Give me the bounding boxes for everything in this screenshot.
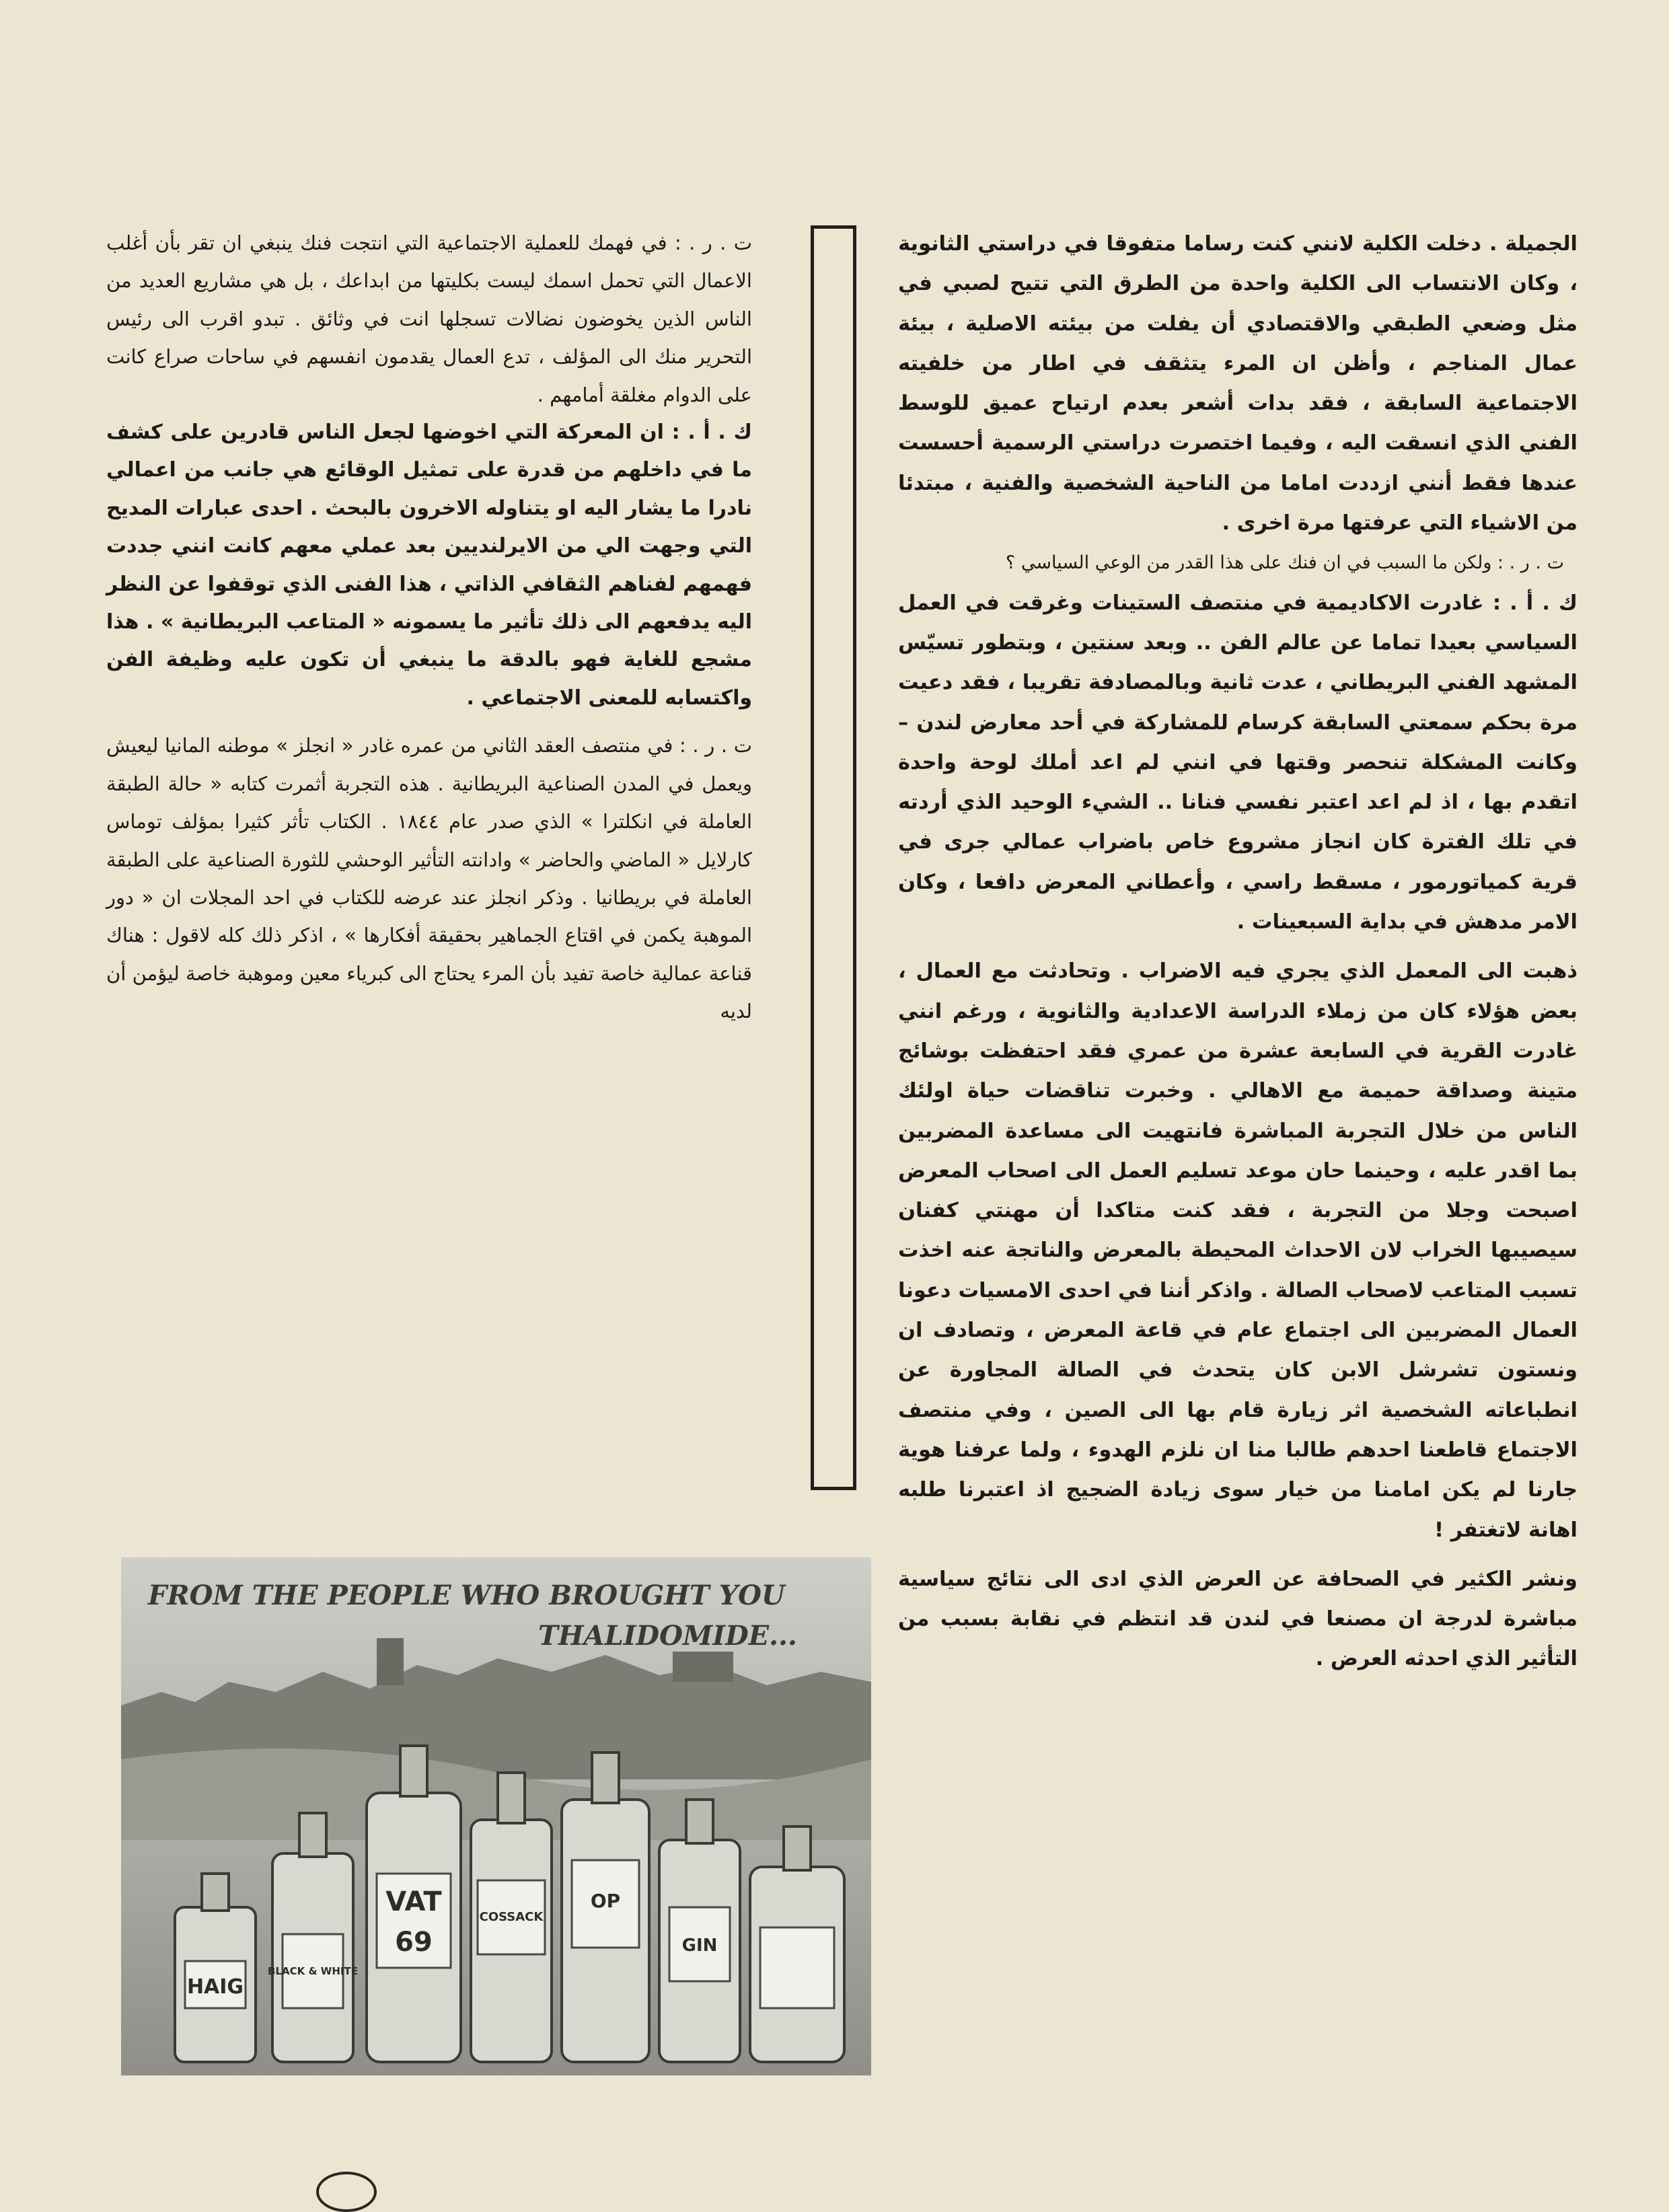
photo-bottles (121, 1557, 871, 2075)
vat-text: VAT (385, 1886, 442, 1917)
question-1: ت . ر . : في فهمك للعملية الاجتماعية التي انتجت فنك ينبغي ان تقر بأن أغلب الاعمال التي تحمل اسمك ليست بكليتها من ابداعك ، بل هي مشاريع العديد من الناس الذين يخوضون نضالات تسجلها انت في وثائق . تبدو اقرب الى رئيس التحرير منك الى المؤلف ، تدع العمال يقدمون انفسهم في ساحات صراع كانت على الدوام مغلقة أمامهم . (106, 231, 752, 406)
right-paragraph-3: ك . أ . : غادرت الاكاديمية في منتصف الستينات وغرقت في العمل السياسي بعيدا تماما عن عالم الفن .. وبعد سنتين ، وبتطور تسيّس المشهد الفني البريطاني ، عدت ثانية وبالمصادفة تقريبا ، فقد دعيت مرة بحكم سمعتي السابقة كرسام للمشاركة في أحد معارض لندن – وكانت المشكلة تنحصر وقتها في انني لم اعد أملك لوحة واحدة اتقدم بها ، اذ لم اعد اعتبر نفسي فنانا .. الشيء الوحيد الذي أردته في تلك الفترة كان انجاز مشروع خاص باضراب عمالي جرى في قرية كمياتورمور ، مسقط راسي ، وأعطاني المعرض دافعا ، وكان الامر مدهش في بداية السبعينات . (898, 591, 1578, 934)
question-2: ت . ر . : ولكن ما السبب في ان فنك على هذا القدر من الوعي السياسي ؟ (1005, 552, 1564, 574)
right-paragraph-1: الجميلة . دخلت الكلية لانني كنت رساما متفوقا في دراستي الثانوية ، وكان الانتساب الى الكلية واحدة من الطرق التي تتيح لصبي في مثل وضعي الطبقي والاقتصادي أن يفلت من بيئته الاصلية ، بيئة عمال المناجم ، وأظن ان المرء يتثقف في اطار من خلفيته الاجتماعية السابقة ، فقد بدات أشعر بعدم ارتياح عميق للوسط الفني الذي انسقت اليه ، وفيما اختصرت دراستي الرسمية أحسست عندها فقط أنني ازددت اماما من الناحية الشخصية والفنية ، مبتدئا من الاشياء التي عرفتها مرة اخرى . (898, 232, 1578, 536)
haig-text: HAIG (186, 1975, 244, 1999)
right-column (898, 224, 1578, 1679)
bottle-neck (299, 1813, 326, 1857)
bottle-neck (592, 1753, 619, 1803)
bw-text: BLACK & WHITE (268, 1965, 358, 1977)
left-column (106, 224, 752, 1031)
answer-1: ك . أ . : ان المعركة التي اخوضها لجعل الناس قادرين على كشف ما في داخلهم من قدرة على تمثيل الوقائع هي جانب من اعمالي نادرا ما يشار اليه او يتناوله الاخرون بالبحث . احدى عبارات المديح التي وجهت الي من الايرلنديين بعد عملي معهم كانت انني جددت فهمهم لفناهم الثقافي الذاتي ، هذا الفنى الذي توقفوا عن النظر اليه يدفعهم الى ذلك تأثير ما يسمونه « المتاعب البريطانية » . هذا مشجع للغاية فهو بالدقة ما ينبغي أن تكون عليه وظيفة الفن واكتسابه للمعنى الاجتماعي . (106, 420, 752, 710)
photo-caption-line2: THALIDOMIDE... (538, 1620, 797, 1652)
photo-caption-line1: FROM THE PEOPLE WHO BROUGHT YOU (148, 1580, 785, 1611)
cossack-text: COSSACK (479, 1910, 544, 1924)
square-label (760, 1927, 834, 2008)
building (673, 1652, 733, 1682)
gin-text: GIN (681, 1936, 718, 1956)
bottle-neck (498, 1773, 525, 1823)
op-text: OP (590, 1890, 621, 1912)
bottle-neck (686, 1800, 713, 1843)
bottle-neck (784, 1827, 811, 1870)
right-paragraph-4: ذهبت الى المعمل الذي يجري فيه الاضراب . وتحادثت مع العمال ، بعض هؤلاء كان من زملاء الدراسة الاعدادية والثانوية ، ورغم انني غادرت القرية في السابعة عشرة من عمري فقد احتفظت بوشائج متينة وصداقة حميمة مع الاهالي . وخبرت تناقضات حياة اولئك الناس من خلال التجربة المباشرة فانتهيت الى مساعدة المضربين بما اقدر عليه ، وحينما حان موعد تسليم العمل الى اصحاب المعرض اصبحت وجلا من التجربة ، فقد كنت متاكدا أن مهنتي كفنان سيصيبها الخراب لان الاحداث المحيطة بالمعرض والناتجة عنه اخذت تسبب المتاعب لاصحاب الصالة . واذكر أننا في احدى الامسيات دعونا العمال المضربين الى اجتماع عام في قاعة المعرض ، وتصادف ان ونستون تشرشل الابن كان يتحدث في الصالة المجاورة عن انطباعاته الشخصية اثر زيارة قام بها الى الصين ، وفي منتصف الاجتماع قاطعنا احدهم طالبا منا ان نلزم الهدوء ، ولما عرفنا هوية جارنا لم يكن امامنا من خيار سوى زيادة الضجيج اذ اعتبرنا طلبه اهانة لاتغتفر ! (898, 959, 1578, 1542)
bottles-illustration (121, 1557, 871, 2075)
question-3: ت . ر . : في منتصف العقد الثاني من عمره غادر « انجلز » موطنه المانيا ليعيش ويعمل في المدن الصناعية البريطانية . هذه التجربة أثمرت كتابه « حالة الطبقة العاملة في انكلترا » الذي صدر عام ١٨٤٤ . الكتاب تأثر كثيرا بمؤلف توماس كارلايل « الماضي والحاضر » وادانته التأثير الوحشي للثورة الصناعية على الطبقة العاملة في بريطانيا . وذكر انجلز عند عرضه للكتاب في احد المجلات ان « دور الموهبة يكمن في اقتاع الجماهير بحقيقة أفكارها » ، اذكر ذلك كله لاقول : هناك قناعة عمالية خاصة تفيد بأن المرء يحتاج الى كبرياء معين وموهبة خاصة ليؤمن أن لديه (106, 734, 752, 1023)
right-paragraph-5: ونشر الكثير في الصحافة عن العرض الذي ادى الى نتائج سياسية مباشرة لدرجة ان مصنعا في لندن قد انتظم في نقابة بسبب من التأثير الذي احدثه العرض . (898, 1567, 1578, 1671)
page-corner-mark (316, 2172, 377, 2212)
bottle-neck (202, 1874, 229, 1911)
decorative-frame (811, 225, 856, 1490)
vat-number: 69 (395, 1927, 433, 1958)
bottle-neck (400, 1746, 427, 1796)
church-tower (377, 1638, 404, 1685)
